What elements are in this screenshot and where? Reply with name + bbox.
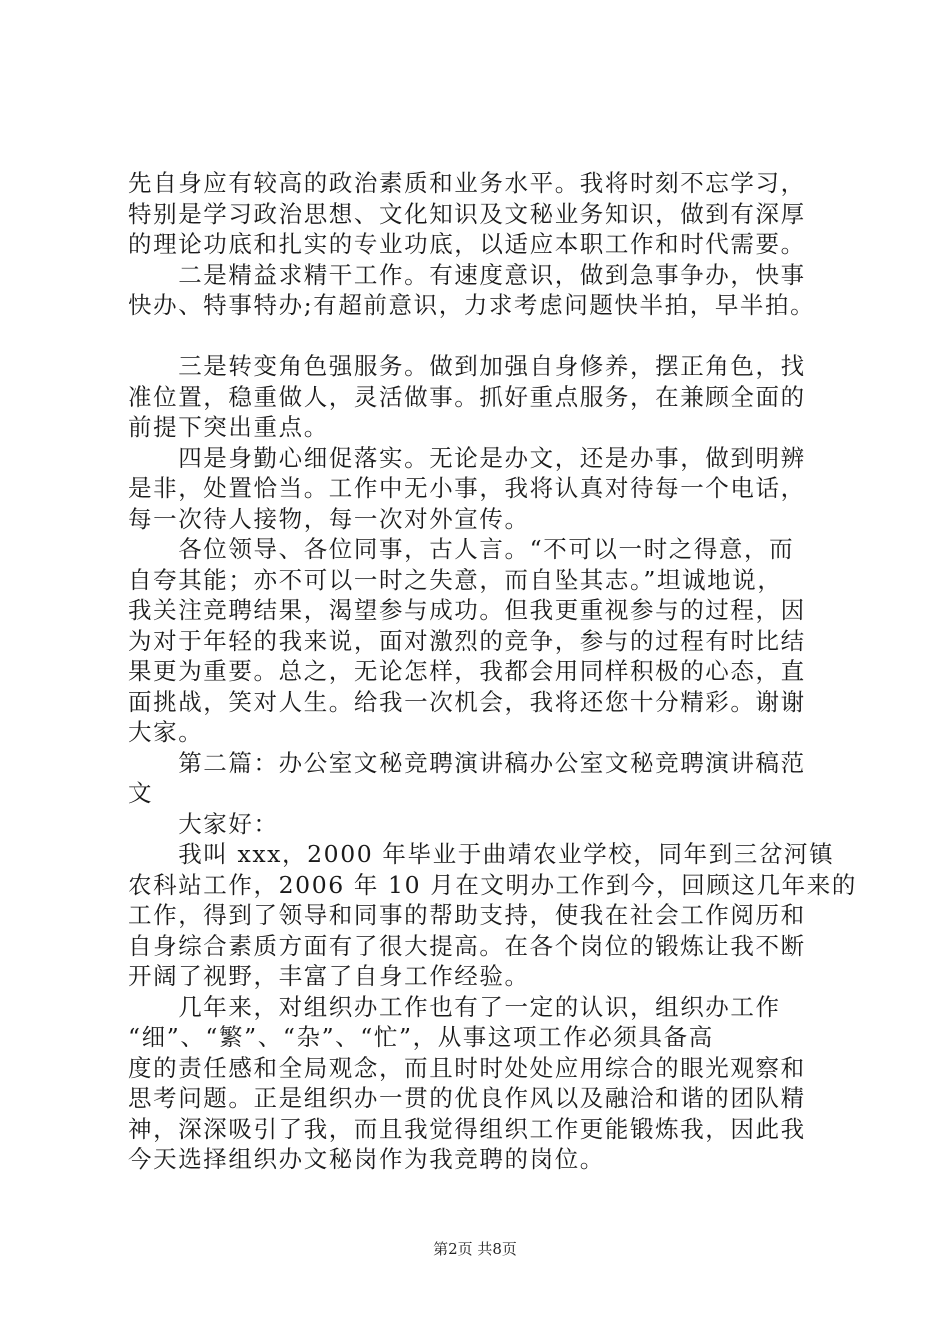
text-line: 我关注竞聘结果，渴望参与成功。但我更重视参与的过程，因 [128,596,806,624]
text-line: 三是转变角色强服务。做到加强自身修养，摆正角色，找 [128,352,806,380]
text-line: 我叫 xxx，2000 年毕业于曲靖农业学校，同年到三岔河镇 [128,840,835,868]
text-line: 是非，处置恰当。工作中无小事，我将认真对待每一个电话， [128,474,806,502]
text-line: 工作，得到了领导和同事的帮助支持，使我在社会工作阅历和 [128,901,806,929]
text-line: 自夸其能；亦不可以一时之失意，而自坠其志。”坦诚地说， [128,565,783,594]
text-line: 的理论功底和扎实的专业功底，以适应本职工作和时代需要。 [128,230,806,258]
text-line: 前提下突出重点。 [128,413,329,441]
blank-line [128,321,828,352]
greeting-line: 大家好： [128,809,279,838]
text-line: 准位置，稳重做人，灵活做事。抓好重点服务，在兼顾全面的 [128,382,806,411]
text-line: 各位领导、各位同事，古人言。“不可以一时之得意，而 [128,535,795,563]
text-line: 开阔了视野，丰富了自身工作经验。 [128,962,530,990]
section-heading-line: 第二篇：办公室文秘竞聘演讲稿办公室文秘竞聘演讲稿范 [128,748,806,777]
text-line: 快办、特事特办;有超前意识，力求考虑问题快半拍，早半拍。 [128,291,816,319]
text-line: 农科站工作，2006 年 10 月在文明办工作到今，回顾这几年来的 [128,870,857,899]
text-line: 思考问题。正是组织办一贯的优良作风以及融洽和谐的团队精 [128,1084,806,1112]
text-line: 二是精益求精干工作。有速度意识，做到急事争办，快事 [128,260,806,289]
text-line: 度的责任感和全局观念，而且时时处处应用综合的眼光观察和 [128,1053,806,1082]
text-line: 几年来，对组织办工作也有了一定的认识，组织办工作 [128,992,781,1021]
page-footer: 第2页 共8页 [433,1240,517,1258]
text-line: 自身综合素质方面有了很大提高。在各个岗位的锻炼让我不断 [128,931,806,960]
text-line: 面挑战，笑对人生。给我一次机会，我将还您十分精彩。谢谢 [128,687,806,716]
text-line: 大家。 [128,718,204,746]
section-heading-line: 文 [128,779,154,807]
text-line: “细”、“繁”、“杂”、“忙”，从事这项工作必须具备高 [128,1023,714,1051]
text-line: 果更为重要。总之，无论怎样，我都会用同样积极的心态，直 [128,657,806,685]
text-line: 每一次待人接物，每一次对外宣传。 [128,504,530,533]
document-body [128,168,857,1175]
text-line: 四是身勤心细促落实。无论是办文，还是办事，做到明辨 [128,443,806,472]
text-line: 今天选择组织办文秘岗作为我竞聘的岗位。 [128,1145,605,1173]
text-line: 为对于年轻的我来说，面对激烈的竞争，参与的过程有时比结 [128,626,806,655]
text-line: 特别是学习政治思想、文化知识及文秘业务知识，做到有深厚 [128,199,806,228]
text-line: 先自身应有较高的政治素质和业务水平。我将时刻不忘学习， [128,169,806,197]
text-line: 神，深深吸引了我，而且我觉得组织工作更能锻炼我，因此我 [128,1114,806,1143]
